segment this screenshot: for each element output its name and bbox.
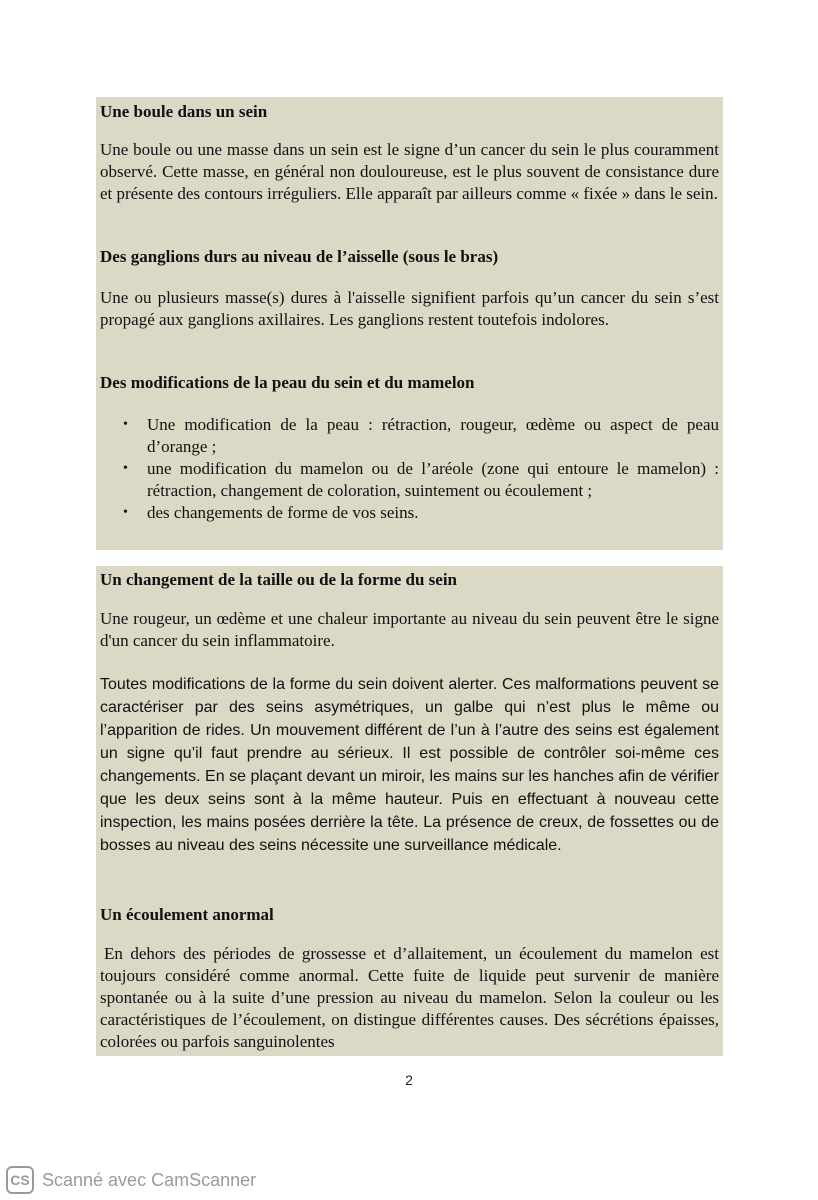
paragraph-ecoulement: En dehors des périodes de grossesse et d’allaitement, un écoulement du mamelon est toujours considéré comme anormal. Cette fuite de liquide peut survenir de manière spontanée ou à la suite d’une pression au niveau du mamelon. Selon la couleur ou les caractéristiques de l’écoulement, on distingue différentes causes. Des sécrétions épaisses, colorées ou parfois sanguinolentes — [100, 944, 719, 1051]
list-item: • une modification du mamelon ou de l’aréole (zone qui entoure le mamelon) : rétraction, changement de coloration, suintement ou écoulement ; — [123, 459, 719, 500]
bullet-icon: • — [123, 505, 128, 520]
bullet-icon: • — [123, 417, 128, 432]
paragraph-inflammatoire: Une rougeur, un œdème et une chaleur importante au niveau du sein peuvent être le signe d'un cancer du sein inflammatoire. — [100, 609, 719, 650]
paragraph-modifications: Toutes modifications de la forme du sein doivent alerter. Ces malformations peuvent se caractériser par des seins asymétriques, un galbe qui n’est plus le même ou l’apparition de rides. Un mouvement différent de l’un à l’autre des seins est également un signe qu’il faut prendre au sérieux. Il est possible de contrôler soi-même ces changements. En se plaçant devant un miroir, les mains sur les hanches afin de vérifier que les deux seins sont à la même hauteur. Puis en effectuant à nouveau cette inspection, les mains posées derrière la tête. La présence de creux, de fossettes ou de bosses au niveau des seins nécessite une surveillance médicale. — [100, 676, 719, 854]
bullet-icon: • — [123, 461, 128, 476]
heading-boule: Une boule dans un sein — [100, 102, 268, 121]
highlight-block-1 — [96, 97, 723, 550]
camscanner-watermark — [6, 1163, 256, 1197]
paragraph-boule: Une boule ou une masse dans un sein est le signe d’un cancer du sein le plus couramment observé. Cette masse, en général non douloureuse, est le plus souvent de consistance dure et présente des contours irréguliers. Elle apparaît par ailleurs comme « fixée » dans le sein. — [100, 140, 719, 203]
paragraph-ganglions: Une ou plusieurs masse(s) dures à l'aisselle signifient parfois qu’un cancer du sein s’est propagé aux ganglions axillaires. Les ganglions restent toutefois indolores. — [100, 288, 719, 329]
page-number: 2 — [405, 1072, 413, 1088]
camscanner-logo-icon: CS — [6, 1166, 34, 1194]
highlight-block-2 — [96, 566, 723, 1056]
watermark-text: Scanné avec CamScanner — [42, 1169, 257, 1190]
list-item: • Une modification de la peau : rétraction, rougeur, œdème ou aspect de peau d’orange ; — [123, 415, 719, 456]
heading-changement: Un changement de la taille ou de la forme du sein — [100, 570, 457, 589]
heading-peau: Des modifications de la peau du sein et du mamelon — [100, 373, 475, 392]
heading-ganglions: Des ganglions durs au niveau de l’aisselle (sous le bras) — [100, 247, 499, 266]
list-item: • des changements de forme de vos seins. — [123, 503, 419, 522]
symptom-list — [100, 414, 719, 524]
heading-ecoulement: Un écoulement anormal — [100, 905, 274, 924]
